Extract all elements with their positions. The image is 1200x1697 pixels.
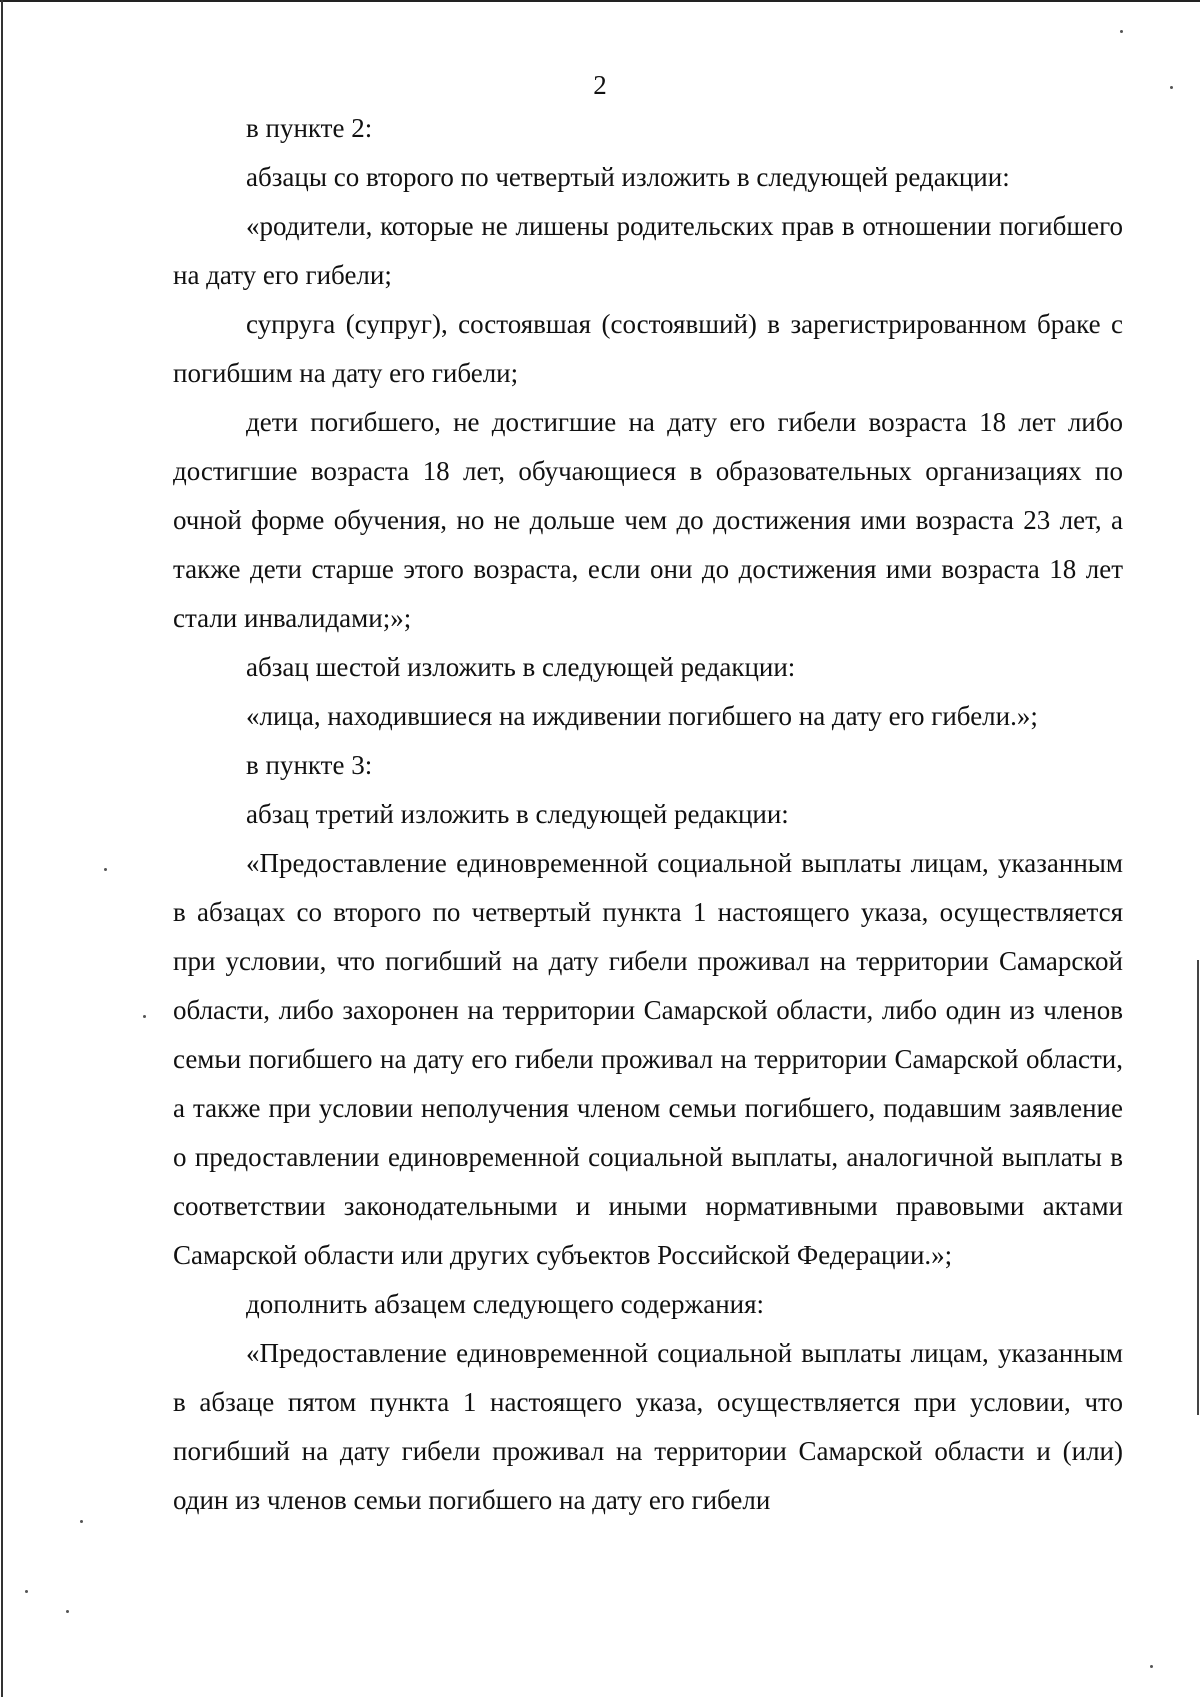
scan-speck xyxy=(25,1590,28,1593)
paragraph: в пункте 2: xyxy=(246,113,373,143)
paragraph: «лица, находившиеся на иждивении погибшего на дату его гибели.»; xyxy=(246,701,1038,731)
scan-speck xyxy=(80,1520,83,1523)
paragraph: дети погибшего, не достигшие на дату его гибели возраста 18 лет либо достигшие возраста 18 лет, обучающиеся в образовательных организациях по очной форме обучения, но не дольше чем до достижения ими возраста 23 лет, а также дети старше этого возраста, если они до достижения ими возраста 18 лет стали инвалидами;»; xyxy=(173,407,1123,633)
paragraph: абзац третий изложить в следующей редакции: xyxy=(246,799,789,829)
scan-speck xyxy=(1120,30,1123,33)
scan-speck xyxy=(104,868,107,871)
paragraph: абзацы со второго по четвертый изложить в следующей редакции: xyxy=(246,162,1010,192)
paragraph: «родители, которые не лишены родительских прав в отношении погибшего на дату его гибели; xyxy=(173,211,1123,290)
scan-top-edge xyxy=(0,0,1200,2)
scan-left-edge xyxy=(1,0,3,1697)
paragraph: супруга (супруг), состоявшая (состоявший) в зарегистрированном браке с погибшим на дату его гибели; xyxy=(173,309,1123,388)
paragraph: абзац шестой изложить в следующей редакции: xyxy=(246,652,796,682)
document-body xyxy=(173,104,1123,1525)
page-number: 2 xyxy=(593,70,607,100)
scan-right-edge xyxy=(1197,960,1199,1415)
scan-speck xyxy=(66,1610,69,1613)
paragraph: «Предоставление единовременной социальной выплаты лицам, указанным в абзаце пятом пункта 1 настоящего указа, осуществляется при условии, что погибший на дату гибели проживал на территории Самарской области и (или) один из членов семьи погибшего на дату его гибели xyxy=(173,1338,1123,1515)
scan-speck xyxy=(1150,1665,1153,1668)
paragraph: в пункте 3: xyxy=(246,750,373,780)
scan-speck xyxy=(143,1015,146,1018)
paragraph: «Предоставление единовременной социальной выплаты лицам, указанным в абзацах со второго по четвертый пункта 1 настоящего указа, осуществляется при условии, что погибший на дату гибели проживал на территории Самарской области, либо захоронен на территории Самарской области, либо один из членов семьи погибшего на дату его гибели проживал на территории Самарской области, а также при условии неполучения членом семьи погибшего, подавшим заявление о предоставлении единовременной социальной выплаты, аналогичной выплаты в соответствии законодательными и иными нормативными правовыми актами Самарской области или других субъектов Российской Федерации.»; xyxy=(173,848,1123,1270)
paragraph: дополнить абзацем следующего содержания: xyxy=(246,1289,765,1319)
